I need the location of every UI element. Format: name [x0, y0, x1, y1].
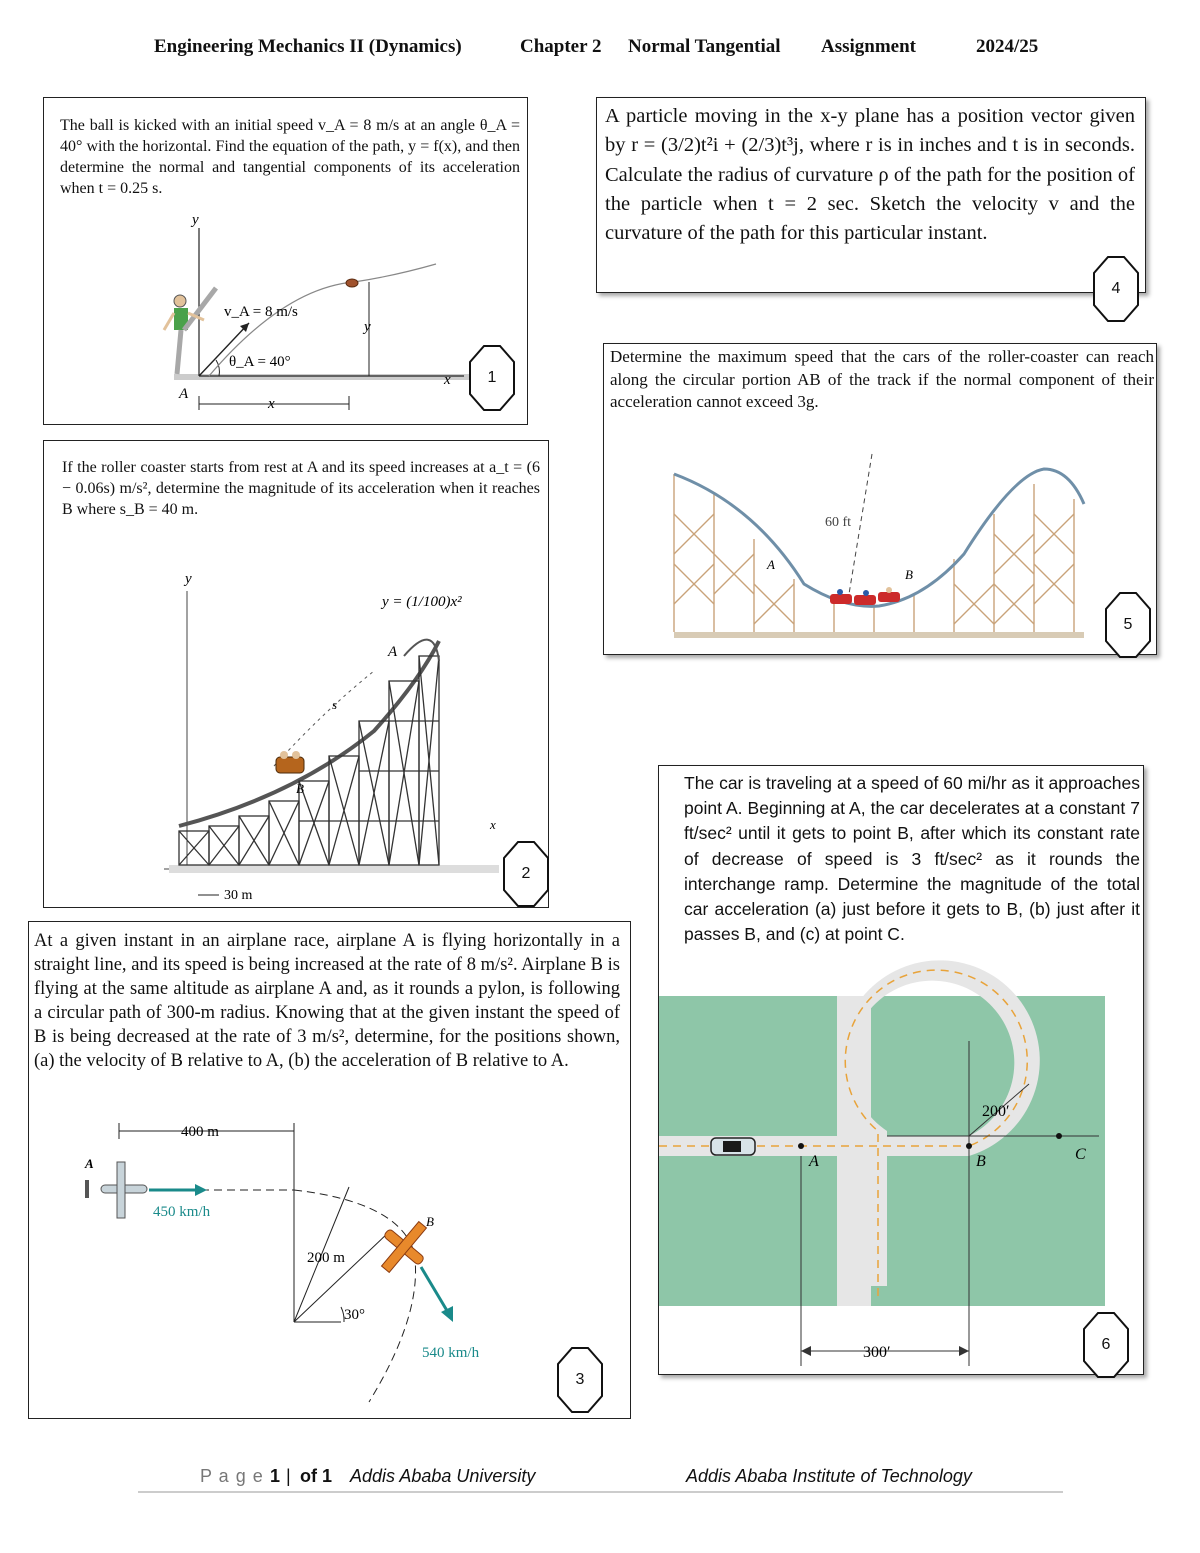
p2-coaster-car [276, 751, 304, 773]
problem-3-box [28, 921, 631, 1419]
p1-y-axis-label: y [192, 212, 199, 228]
p2-y-axis-label: y [185, 571, 192, 587]
footer-separator: | [286, 1466, 291, 1486]
problem-4-box [596, 97, 1146, 293]
p3-speed-b: 540 km/h [422, 1345, 480, 1361]
p2-point-b: B [296, 781, 304, 796]
problem-3-text: At a given instant in an airplane race, airplane A is flying horizontally in a straight line, and its speed is being increased at the rate of 8 m/s². Airplane B is flying at the same altitude as airplane A and, as it rounds a pylon, is following a circular path of 300-m radius. Knowing that at the given instant the speed of B is being decreased at the rate of 3 m/s², determine, for the positions shown, (a) the velocity of B relative to A, (b) the acceleration of B relative to A. [34, 931, 620, 1072]
chapter-label: Chapter 2 [520, 36, 602, 57]
problem-4-badge [1092, 255, 1140, 323]
p6-point-b: B [976, 1153, 986, 1170]
problem-5-badge [1104, 591, 1152, 659]
p3-radius-label: 200 m [307, 1250, 345, 1266]
p6-point-c: C [1075, 1146, 1086, 1163]
problem-2-box [43, 440, 549, 908]
problem-2-badge [502, 840, 550, 908]
problem-1-box [43, 97, 528, 425]
p1-y-dim: y [364, 319, 371, 335]
problem-1-figure [44, 98, 529, 426]
p6-car [711, 1138, 755, 1155]
p1-x-dim: x [268, 396, 275, 412]
p6-radius-label: 200′ [982, 1103, 1010, 1120]
footer-university: Addis Ababa University [350, 1466, 536, 1486]
footer-rule [138, 1491, 1063, 1493]
problem-5-text: Determine the maximum speed that the cars of the roller-coaster can reach along the circular portion AB of the track if the normal component of their acceleration cannot exceed 3g. [610, 347, 1154, 412]
p5-point-a: A [767, 557, 775, 572]
p2-arc-s: s [332, 697, 338, 712]
course-title: Engineering Mechanics II (Dynamics) [154, 36, 462, 57]
problem-6-text: The car is traveling at a speed of 60 mi/hr as it approaches point A. Beginning at A, the car decelerates at a constant 7 ft/sec² until it gets to point B, after which its constant rate of decrease of speed is 3 ft/sec² as it rounds the interchange ramp. Determine the magnitude of the total car acceleration (a) just before it gets to B, (b) just after it passes B, and (c) at point C. [684, 773, 1140, 945]
problem-3-figure [29, 922, 632, 1420]
page-footer [0, 1466, 1200, 1490]
problem-6-figure [659, 766, 1145, 1376]
p6-point-a: A [809, 1153, 819, 1170]
problem-1-badge [468, 344, 516, 412]
page-header [0, 36, 1200, 62]
p2-x-axis-label: x [490, 817, 496, 832]
p1-speed-label: v_A = 8 m/s [224, 304, 298, 320]
footer-of-total: of 1 [300, 1466, 333, 1486]
problem-6-number: 6 [1101, 1336, 1111, 1353]
problem-1-text: The ball is kicked with an initial speed v_A = 8 m/s at an angle θ_A = 40° with the horizontal. Find the equation of the path, y = f(x), and then determine the normal and tangential components of its acceleration when t = 0.25 s. [60, 117, 520, 198]
p3-airplane-a [85, 1162, 147, 1218]
problem-5-box [603, 343, 1157, 655]
p3-point-a: A [85, 1156, 94, 1171]
problem-2-figure [44, 441, 550, 909]
p3-point-b: B [426, 1214, 434, 1229]
p1-angle-label: θ_A = 40° [229, 354, 291, 370]
problem-2-number: 2 [521, 865, 531, 882]
problem-4-number: 4 [1111, 280, 1121, 297]
p3-distance-label: 400 m [181, 1124, 219, 1140]
p1-point-a: A [179, 386, 189, 402]
problem-5-figure [604, 344, 1158, 656]
problem-1-number: 1 [487, 369, 497, 386]
assignment-label: Assignment [821, 36, 917, 57]
p5-radius-label: 60 ft [825, 515, 852, 530]
problem-4-text: A particle moving in the x-y plane has a position vector given by r = (3/2)t²i + (2/3)t³j, where r is in inches and t is in seconds. Calculate the radius of curvature ρ of the path for the position of the particle when t = 2 sec. Sketch the velocity v and the curvature of the path for this particular instant. [605, 105, 1135, 245]
footer-page-number: 1 [270, 1466, 281, 1486]
problem-6-box [658, 765, 1144, 1375]
year-label: 2024/25 [976, 36, 1039, 57]
p3-speed-a: 450 km/h [153, 1204, 211, 1220]
p2-curve-equation: y = (1/100)x² [382, 594, 462, 610]
p2-point-a: A [388, 644, 398, 660]
p3-angle-label: 30° [344, 1307, 365, 1323]
p2-dimension: 30 m [224, 888, 253, 903]
p5-point-b: B [905, 567, 913, 582]
problem-3-number: 3 [575, 1371, 585, 1388]
footer-page-word: P a g e [200, 1466, 264, 1486]
problem-3-badge [556, 1346, 604, 1414]
problem-2-text: If the roller coaster starts from rest at A and its speed increases at a_t = (6 − 0.06s) m/s², determine the magnitude of its acceleration when it reaches B where s_B = 40 m. [62, 459, 540, 519]
problem-6-badge [1082, 1311, 1130, 1379]
problem-5-number: 5 [1123, 616, 1133, 633]
p1-x-axis-label: x [444, 372, 451, 388]
topic-label: Normal Tangential [628, 36, 781, 57]
p6-distance-label: 300′ [863, 1344, 891, 1361]
footer-institute: Addis Ababa Institute of Technology [686, 1466, 972, 1486]
